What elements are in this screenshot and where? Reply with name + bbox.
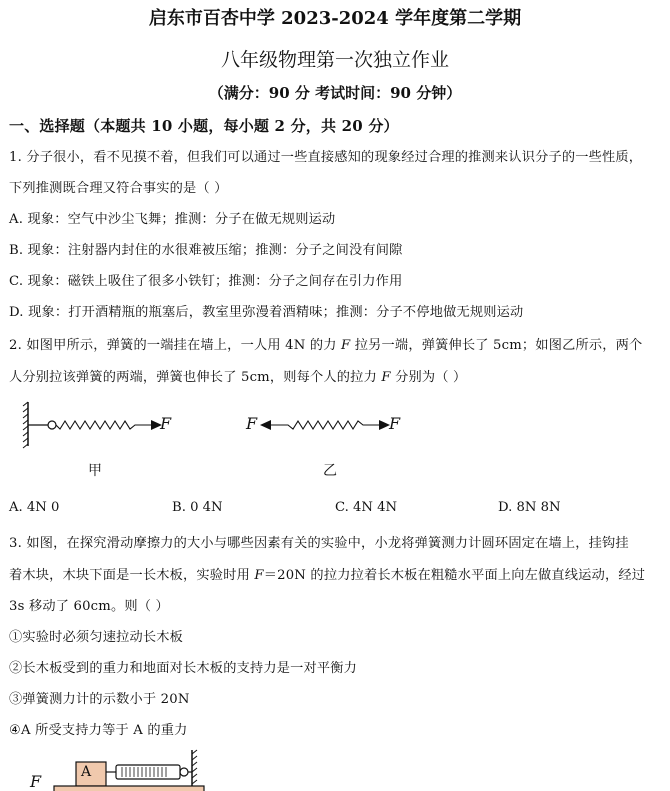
exam-subtitle: 八年级物理第一次独立作业 <box>220 49 449 71</box>
q2-text: 人分别拉该弹簧的两端，弹簧也伸长了 5cm，则每个人的拉力 <box>9 370 382 385</box>
q2-text: 2. 如图甲所示，弹簧的一端挂在墙上，一人用 4N 的力 <box>9 338 342 353</box>
q3-stem-line3: 3s 移动了 60cm。则（ ） <box>9 599 169 614</box>
q1-option-c: C. 现象：磁铁上吸住了很多小铁钉；推测：分子之间存在引力作用 <box>9 274 403 289</box>
figure-block-label: A <box>81 764 92 780</box>
q3-statement-3: ③弹簧测力计的示数小于 20N <box>9 692 190 707</box>
q1-option-b: B. 现象：注射器内封住的水很难被压缩；推测：分子之间没有间隙 <box>9 243 403 258</box>
q1-option-a: A. 现象：空气中沙尘飞舞；推测：分子在做无规则运动 <box>9 212 336 227</box>
exam-title: 启东市百杏中学 2023-2024 学年度第二学期 <box>148 8 522 29</box>
q2-option-c: C. 4N 4N <box>335 500 398 515</box>
q3-text: ＝20N 的拉力拉着长木板在粗糙水平面上向左做直线运动，经过 <box>263 568 646 583</box>
figure-caption-yi: 乙 <box>323 463 337 479</box>
q3-statement-1: ①实验时必须匀速拉动长木板 <box>9 630 184 645</box>
section-heading: 一、选择题（本题共 10 小题，每小题 2 分，共 20 分） <box>9 117 399 135</box>
q2-force-symbol: F <box>341 338 351 353</box>
q3-statement-2: ②长木板受到的重力和地面对长木板的支持力是一对平衡力 <box>9 661 358 676</box>
q2-option-b: B. 0 4N <box>172 500 223 515</box>
q3-text: 着木块，木块下面是一长木板，实验时用 <box>9 568 255 583</box>
figure-caption-jia: 甲 <box>88 463 102 479</box>
q2-stem-line2 <box>9 366 466 385</box>
q3-statement-4: ④A 所受支持力等于 A 的重力 <box>9 723 188 738</box>
q1-stem-line1: 1. 分子很小，看不见摸不着，但我们可以通过一些直接感知的现象经过合理的推测来认识分子的一些性质， <box>9 150 643 165</box>
q2-option-d: D. 8N 8N <box>498 500 561 515</box>
q2-text: 分别为（ ） <box>390 370 467 385</box>
figure-force-label-right: F <box>389 414 401 433</box>
q2-stem-line1 <box>9 334 642 353</box>
spring-wall-figure <box>22 400 182 450</box>
figure-force-label: F <box>160 414 172 433</box>
spring-two-people-figure <box>258 400 401 450</box>
q2-text: 拉另一端，弹簧伸长了 5cm；如图乙所示，两个 <box>350 338 643 353</box>
exam-meta: （满分：90 分 考试时间：90 分钟） <box>208 84 462 102</box>
q2-option-a: A. 4N 0 <box>9 500 60 515</box>
q1-stem-line2: 下列推测既合理又符合事实的是（ ） <box>9 181 228 196</box>
q1-option-d: D. 现象：打开酒精瓶的瓶塞后，教室里弥漫着酒精味；推测：分子不停地做无规则运动 <box>9 305 524 320</box>
figure-force-label: F <box>30 772 42 791</box>
q3-force-symbol: F <box>254 568 264 583</box>
figure-force-label-left: F <box>246 414 258 433</box>
q3-stem-line2 <box>9 564 645 583</box>
friction-experiment-figure <box>24 750 204 790</box>
q2-force-symbol: F <box>381 370 391 385</box>
q3-stem-line1: 3. 如图，在探究滑动摩擦力的大小与哪些因素有关的实验中，小龙将弹簧测力计圆环固定在墙上，挂钩挂 <box>9 536 629 551</box>
